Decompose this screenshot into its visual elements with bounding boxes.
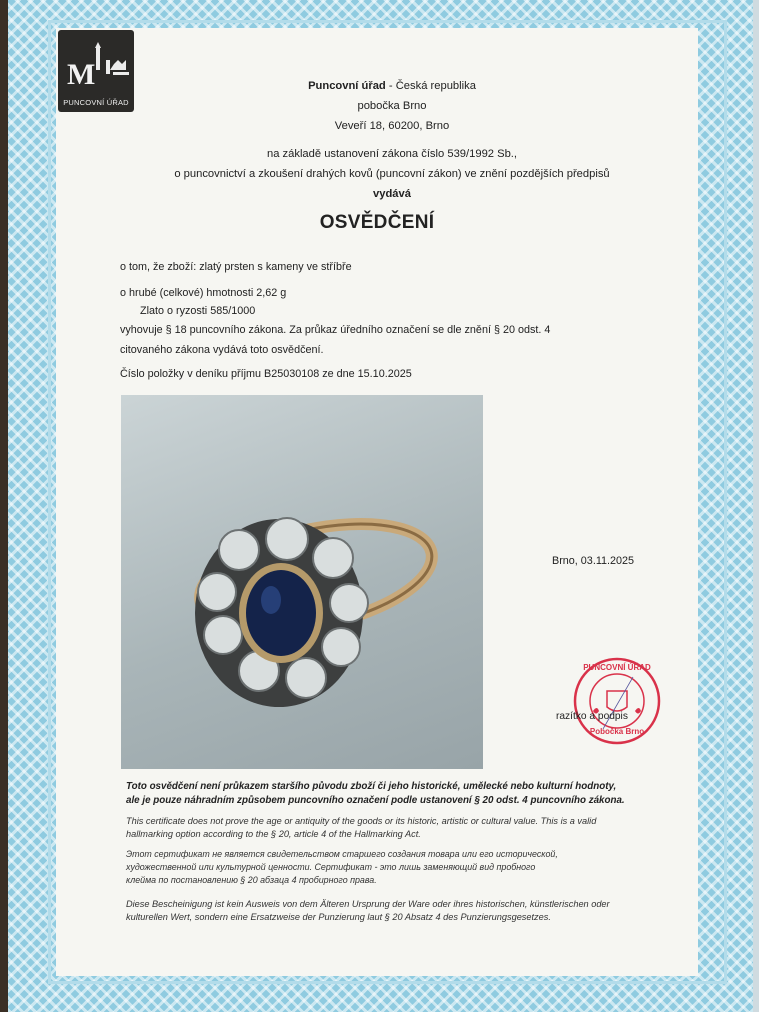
certificate-sheet (8, 0, 753, 1012)
stamp-signature-label: razítko a podpis (556, 711, 628, 722)
hallmark-office-logo (58, 30, 134, 112)
disclaimer-russian-line2: художественной или культурной ценности. Сертификат - это лишь заменяющий вид пробного (126, 862, 536, 872)
logo-caption: PUNCOVNÍ ÚŘAD (63, 98, 129, 107)
disclaimer-english-line1: This certificate does not prove the age or antiquity of the goods or its historic, artistic or cultural value. This is a valid (126, 816, 597, 826)
disclaimer-russian-line3: клейма по постановлению § 20 абзаца 4 пробирного права. (126, 875, 377, 885)
gross-weight: o hrubé (celkové) hmotnosti 2,62 g (120, 287, 287, 299)
disclaimer-czech-line2: ale je pouze náhradním způsobem puncovního označení podle ustanovení § 20 odst. 4 puncovního zákona. (126, 794, 625, 806)
goods-description: o tom, že zboží: zlatý prsten s kameny ve stříbře (120, 261, 352, 273)
official-stamp (573, 657, 661, 745)
issuer-branch: pobočka Brno (357, 100, 427, 112)
issuer-address: Veveří 18, 60200, Brno (334, 120, 450, 132)
compliance-line1: vyhovuje § 18 puncovního zákona. Za průkaz úředního označení se dle znění § 20 odst. 4 (120, 324, 551, 336)
disclaimer-russian-line1: Этот сертификат не является свидетельством старшего создания товара или его исторической, (126, 849, 558, 859)
disclaimer-english-line2: hallmarking option according to the § 20, article 4 of the Hallmarking Act. (126, 829, 421, 839)
issuer-country: - Česká republika (385, 80, 476, 92)
disclaimer-czech-line1: Toto osvědčení není průkazem staršího původu zboží či jeho historické, umělecké nebo kulturní hodnoty, (126, 781, 617, 792)
document-title: OSVĚDČENÍ (319, 212, 435, 233)
disclaimer-german (126, 898, 666, 924)
sapphire-ring-icon (121, 395, 483, 769)
issues-label: vydává (373, 188, 411, 200)
legal-basis-line1: na základě ustanovení zákona číslo 539/1992 Sb., (266, 148, 518, 160)
stamp-ring-top: PUNCOVNÍ ÚŘAD (583, 663, 651, 672)
background-edge (0, 0, 8, 1012)
disclaimer-german-line2: kulturellen Wert, sondern eine Ersatzweise der Punzierung laut § 20 Absatz 4 des Punzierungsgesetzes. (126, 912, 551, 922)
issuer-header (146, 76, 638, 204)
stamp-ring-bottom: Pobočka Brno (589, 727, 645, 736)
certificate-paper (56, 28, 698, 976)
disclaimer-english (126, 815, 666, 841)
logo-letter: M (67, 58, 96, 91)
disclaimer-russian (126, 848, 666, 887)
place-and-date: Brno, 03.11.2025 (552, 555, 635, 567)
legal-basis-line2: o puncovnictví a zkoušení drahých kovů (puncovní zákon) ve znění pozdějších předpisů (174, 168, 610, 180)
ring-photo (121, 395, 483, 769)
gold-fineness: Zlato o ryzosti 585/1000 (140, 305, 256, 317)
compliance-line2: citovaného zákona vydává toto osvědčení. (120, 344, 324, 356)
issuer-name: Puncovní úřad (308, 80, 386, 92)
record-number: Číslo položky v deníku příjmu B25030108 ze dne 15.10.2025 (120, 368, 412, 380)
disclaimer-german-line1: Diese Bescheinigung ist kein Ausweis von dem Älteren Ursprung der Ware oder ihres historischen, künstlerischen oder (126, 899, 610, 909)
disclaimer-czech (126, 780, 666, 807)
